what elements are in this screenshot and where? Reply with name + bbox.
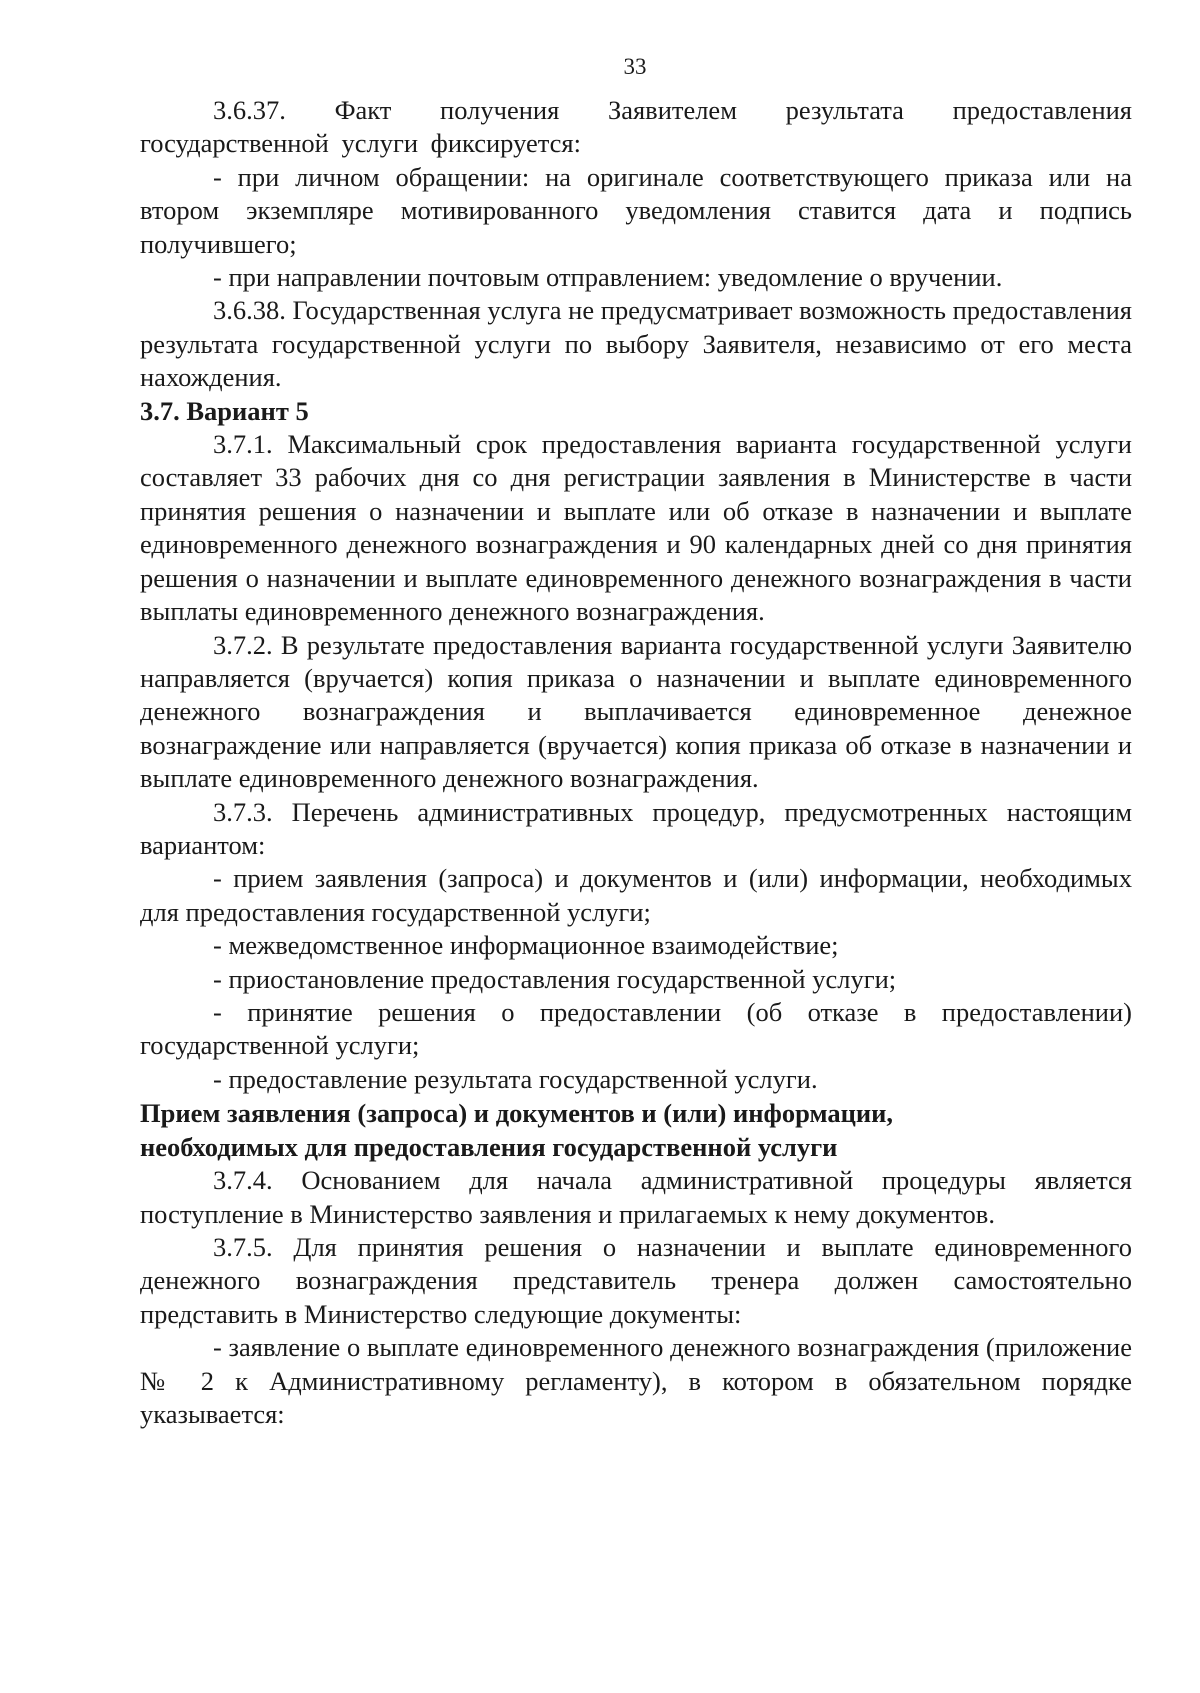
paragraph-3-7-4: 3.7.4. Основанием для начала административной процедуры является поступление в Министерство заявления и прилагаемых к нему документов.: [140, 1165, 1132, 1229]
paragraph-3-7-5: 3.7.5. Для принятия решения о назначении и выплате единовременного денежного вознаграждения представитель тренера должен самостоятельно представить в Министерство следующие документы:: [140, 1232, 1132, 1329]
section-heading-application-intake: [140, 1096, 1132, 1164]
section-heading-line-1: Прием заявления (запроса) и документов и (или) информации,: [140, 1098, 893, 1129]
list-item-personal-visit: - при личном обращении: на оригинале соответствующего приказа или на втором экземпляре мотивированного уведомления ставится дата и подпись получившего;: [140, 161, 1132, 259]
section-heading-variant-5: 3.7. Вариант 5: [140, 395, 309, 426]
section-heading-line-2: необходимых для предоставления государственной услуги: [140, 1132, 838, 1163]
document-body: [140, 94, 1132, 1431]
paragraph-3-7-3: 3.7.3. Перечень административных процедур, предусмотренных настоящим вариантом:: [140, 796, 1132, 860]
list-item-interagency-interaction: - межведомственное информационное взаимодействие;: [213, 930, 839, 961]
list-item-postal-delivery: - при направлении почтовым отправлением: уведомление о вручении.: [213, 262, 1003, 293]
list-item-decision: - принятие решения о предоставлении (об отказе в предоставлении) государственной услуги;: [140, 996, 1132, 1061]
list-item-application-intake: - прием заявления (запроса) и документов и (или) информации, необходимых для предоставления государственной услуги;: [140, 863, 1132, 927]
paragraph-3-6-37: 3.6.37. Факт получения Заявителем результата предоставления государственной услуги фиксируется:: [140, 95, 1132, 159]
list-item-suspension: - приостановление предоставления государственной услуги;: [213, 963, 897, 994]
page-number: 33: [623, 54, 647, 79]
paragraph-3-7-1: 3.7.1. Максимальный срок предоставления варианта государственной услуги составляет 33 рабочих дня со дня регистрации заявления в Министерстве в части принятия решения о назначении и выплате или об отказе в назначении и выплате единовременного денежного вознаграждения и 90 календарных дней со дня принятия решения о назначении и выплате единовременного денежного вознаграждения в части выплаты единовременного денежного вознаграждения.: [140, 429, 1132, 627]
paragraph-3-6-38: 3.6.38. Государственная услуга не предусматривает возможность предоставления результата государственной услуги по выбору Заявителя, независимо от его места нахождения.: [140, 295, 1132, 393]
paragraph-3-7-2: 3.7.2. В результате предоставления варианта государственной услуги Заявителю направляется (вручается) копия приказа о назначении и выплате единовременного денежного вознаграждения и выплачивается единовременное денежное вознаграждение или направляется (вручается) копия приказа об отказе в назначении и выплате единовременного денежного вознаграждения.: [140, 629, 1132, 794]
list-item-result-provision: - предоставление результата государственной услуги.: [213, 1063, 818, 1094]
list-item-payment-application: - заявление о выплате единовременного денежного вознаграждения (приложение № 2 к Административному регламенту), в котором в обязательном порядке указывается:: [140, 1332, 1132, 1430]
